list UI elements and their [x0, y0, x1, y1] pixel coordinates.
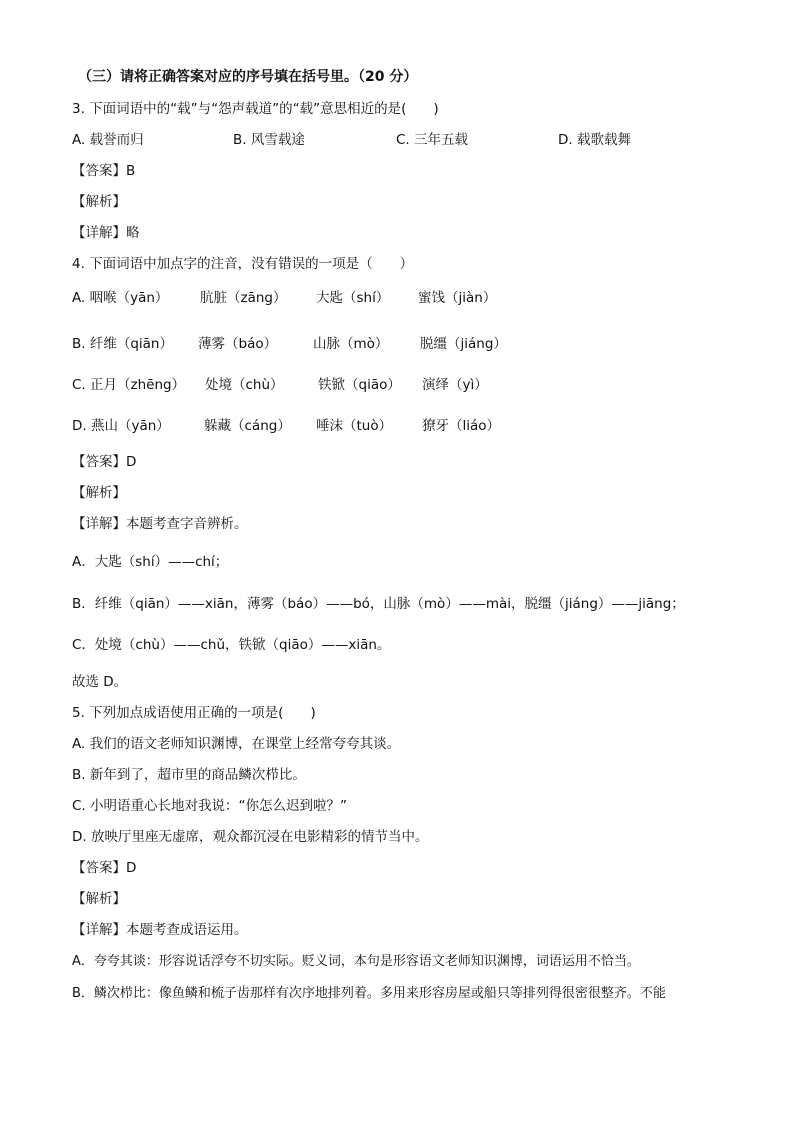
question-5-answer: 【答案】D [72, 860, 137, 876]
question-4-option-d-item-1: D. 燕山（yān） [72, 418, 170, 434]
question-4-option-a-item-1: A. 咽喉（yān） [72, 290, 169, 306]
question-4-option-b-item-3: 山脉（mò） [313, 336, 389, 352]
question-4-option-b-item-1: B. 纤维（qiān） [72, 336, 173, 352]
question-5-explain-b: B．鳞次栉比：像鱼鳞和梳子齿那样有次序地排列着。多用来形容房屋或船只等排列得很密很整齐。不能 [72, 986, 666, 1001]
question-4-option-a-item-3: 大匙（shí） [316, 290, 390, 306]
question-5-option-d: D. 放映厅里座无虚席，观众都沉浸在电影精彩的情节当中。 [72, 829, 429, 845]
question-4-explain-c: C．处境（chù）——chǔ，铁锨（qiāo）——xiān。 [72, 637, 391, 653]
question-4-explain-b: B．纤维（qiān）——xiān，薄雾（báo）——bó，山脉（mò）——mài，脱缰（jiáng）——jiāng； [72, 596, 685, 612]
question-4-option-c-item-4: 演绎（yì） [422, 377, 488, 393]
question-4-option-d-item-2: 躲藏（cáng） [204, 418, 291, 434]
question-5-stem: 5. 下列加点成语使用正确的一项是( ) [72, 705, 316, 721]
question-3-detail: 【详解】略 [72, 225, 140, 241]
question-4-option-b-item-2: 薄雾（báo） [198, 336, 278, 352]
question-4-option-c-item-1: C. 正月（zhēng） [72, 377, 186, 393]
question-4-option-a-item-2: 肮脏（zāng） [200, 290, 287, 306]
question-3-option-d: D. 载歌载舞 [558, 132, 631, 148]
question-3-option-c: C. 三年五载 [396, 132, 469, 148]
question-5-analysis: 【解析】 [72, 891, 126, 907]
question-5-detail: 【详解】本题考查成语运用。 [72, 922, 248, 938]
section-title: （三）请将正确答案对应的序号填在括号里。（20 分） [78, 69, 418, 85]
question-4-analysis: 【解析】 [72, 485, 126, 501]
question-3-answer: 【答案】B [72, 163, 136, 179]
question-4-option-d-item-4: 獠牙（liáo） [422, 418, 501, 434]
question-4-answer: 【答案】D [72, 454, 137, 470]
question-5-option-a: A. 我们的语文老师知识渊博，在课堂上经常夸夸其谈。 [72, 736, 401, 752]
question-4-detail: 【详解】本题考查字音辨析。 [72, 516, 248, 532]
question-3-option-b: B. 风雪载途 [233, 132, 305, 148]
question-4-stem: 4. 下面词语中加点字的注音，没有错误的一项是（ ） [72, 256, 414, 272]
question-3-stem: 3. 下面词语中的“载”与“怨声载道”的“载”意思相近的是( ) [72, 101, 439, 117]
question-4-option-d-item-3: 唾沫（tuò） [316, 418, 393, 434]
question-5-option-c: C. 小明语重心长地对我说：“你怎么迟到啦？” [72, 798, 347, 814]
question-4-option-c-item-3: 铁锨（qiāo） [318, 377, 401, 393]
question-4-explain-a: A．大匙（shí）——chí； [72, 554, 229, 570]
question-3-analysis: 【解析】 [72, 194, 126, 210]
question-4-option-c-item-2: 处境（chù） [205, 377, 284, 393]
question-4-conclusion: 故选 D。 [72, 674, 128, 690]
question-3-option-a: A. 载誉而归 [72, 132, 144, 148]
question-4-option-b-item-4: 脱缰（jiáng） [420, 336, 507, 352]
question-5-option-b: B. 新年到了，超市里的商品鳞次栉比。 [72, 767, 306, 783]
question-5-explain-a: A．夸夸其谈：形容说话浮夸不切实际。贬义词，本句是形容语文老师知识渊博，词语运用不恰当。 [72, 954, 640, 969]
question-4-option-a-item-4: 蜜饯（jiàn） [418, 290, 497, 306]
